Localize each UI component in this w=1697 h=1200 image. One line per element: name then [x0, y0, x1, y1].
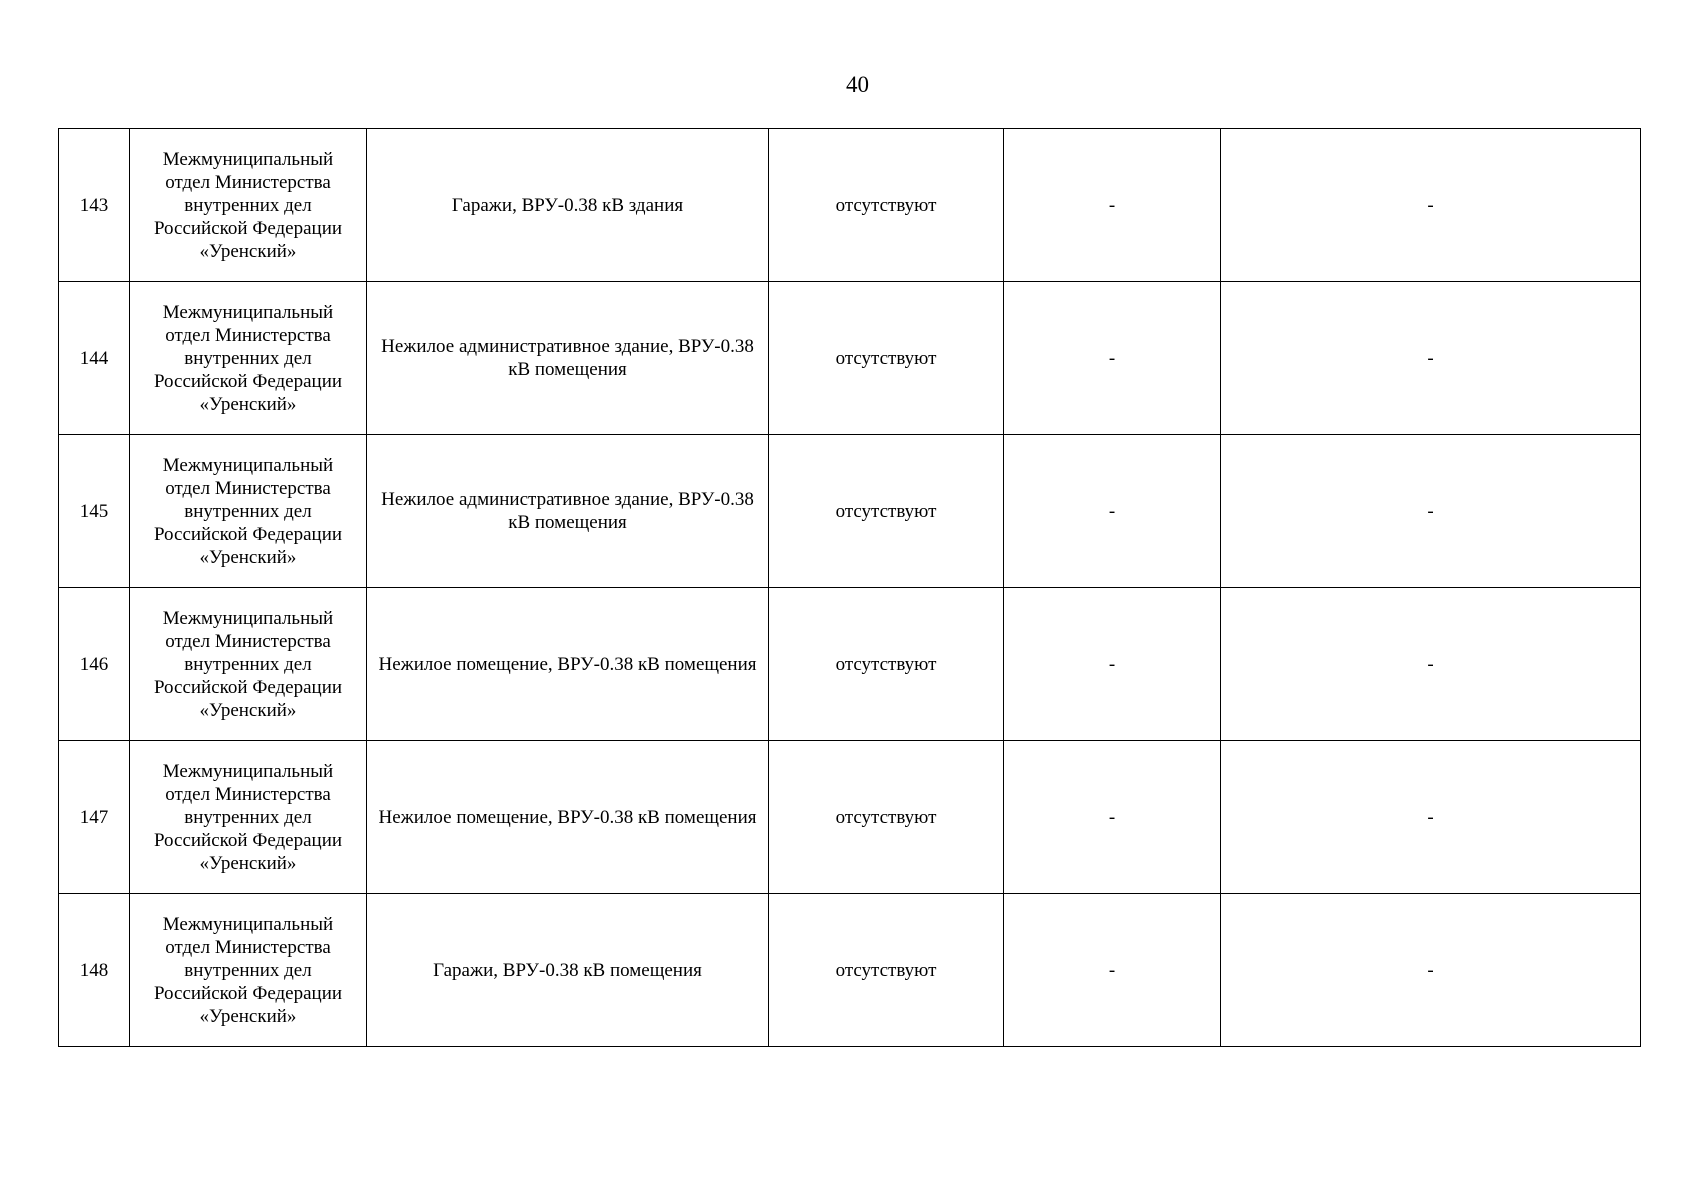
column-5-cell: -: [1004, 435, 1221, 588]
column-5-cell: -: [1004, 588, 1221, 741]
organization-cell: Межмуниципальный отдел Министерства внутренних дел Российской Федерации «Уренский»: [130, 894, 367, 1047]
table-row: [59, 435, 1641, 588]
status-cell: отсутствуют: [769, 741, 1004, 894]
object-cell: Гаражи, ВРУ-0.38 кВ здания: [367, 129, 769, 282]
column-6-cell: -: [1221, 129, 1641, 282]
status-cell: отсутствуют: [769, 894, 1004, 1047]
status-cell: отсутствуют: [769, 435, 1004, 588]
row-number-cell: 147: [59, 741, 130, 894]
organization-cell: Межмуниципальный отдел Министерства внутренних дел Российской Федерации «Уренский»: [130, 588, 367, 741]
object-cell: Нежилое административное здание, ВРУ-0.38 кВ помещения: [367, 435, 769, 588]
organization-cell: Межмуниципальный отдел Министерства внутренних дел Российской Федерации «Уренский»: [130, 741, 367, 894]
page-number: 40: [846, 72, 869, 97]
column-5-cell: -: [1004, 129, 1221, 282]
column-6-cell: -: [1221, 588, 1641, 741]
object-cell: Нежилое административное здание, ВРУ-0.38 кВ помещения: [367, 282, 769, 435]
table-row: [59, 741, 1641, 894]
row-number-cell: 143: [59, 129, 130, 282]
status-cell: отсутствуют: [769, 129, 1004, 282]
table-row: [59, 282, 1641, 435]
row-number-cell: 148: [59, 894, 130, 1047]
organization-cell: Межмуниципальный отдел Министерства внутренних дел Российской Федерации «Уренский»: [130, 129, 367, 282]
column-6-cell: -: [1221, 435, 1641, 588]
status-cell: отсутствуют: [769, 588, 1004, 741]
data-table: [58, 128, 1641, 1047]
object-cell: Нежилое помещение, ВРУ-0.38 кВ помещения: [367, 741, 769, 894]
column-6-cell: -: [1221, 894, 1641, 1047]
organization-cell: Межмуниципальный отдел Министерства внутренних дел Российской Федерации «Уренский»: [130, 282, 367, 435]
table-row: [59, 129, 1641, 282]
object-cell: Нежилое помещение, ВРУ-0.38 кВ помещения: [367, 588, 769, 741]
status-cell: отсутствуют: [769, 282, 1004, 435]
row-number-cell: 144: [59, 282, 130, 435]
organization-cell: Межмуниципальный отдел Министерства внутренних дел Российской Федерации «Уренский»: [130, 435, 367, 588]
row-number-cell: 145: [59, 435, 130, 588]
column-5-cell: -: [1004, 282, 1221, 435]
object-cell: Гаражи, ВРУ-0.38 кВ помещения: [367, 894, 769, 1047]
column-5-cell: -: [1004, 894, 1221, 1047]
table-row: [59, 588, 1641, 741]
row-number-cell: 146: [59, 588, 130, 741]
table-row: [59, 894, 1641, 1047]
column-6-cell: -: [1221, 282, 1641, 435]
column-6-cell: -: [1221, 741, 1641, 894]
column-5-cell: -: [1004, 741, 1221, 894]
